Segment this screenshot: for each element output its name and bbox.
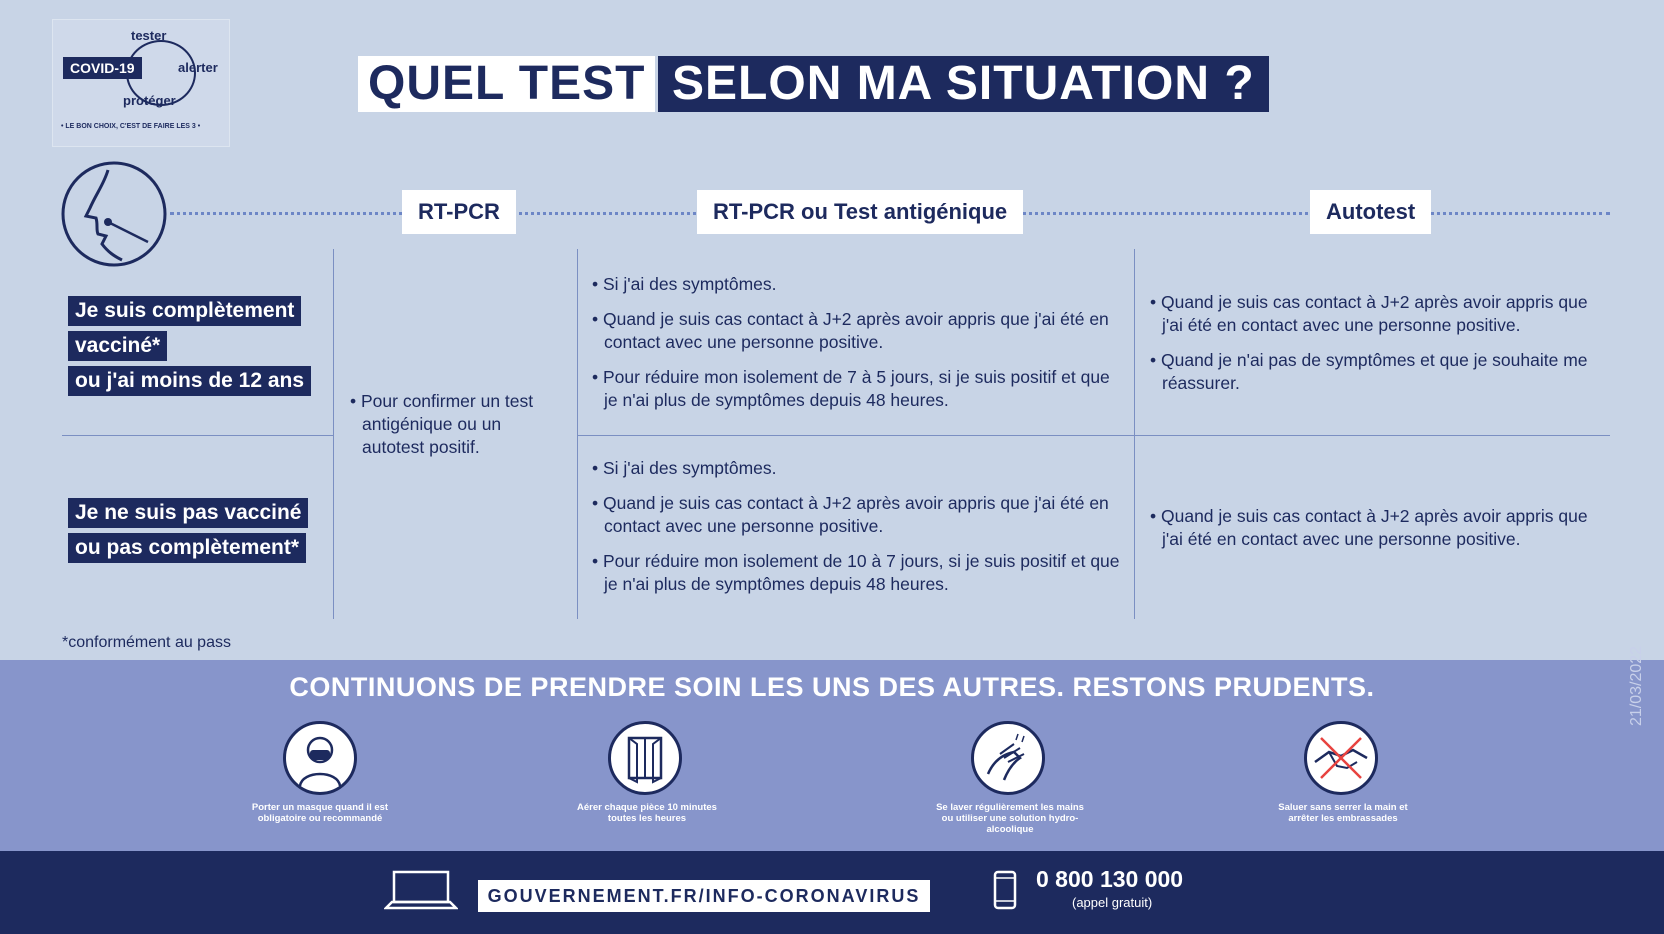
footnote: *conformément au pass <box>62 634 231 651</box>
bullet-item: • Pour réduire mon isolement de 7 à 5 jours, si je suis positif et que je n'ai plus de symptômes depuis 48 heures. <box>592 367 1110 410</box>
not-vaccinated-autotest-cell <box>1150 505 1600 563</box>
mask-icon <box>283 721 357 795</box>
row-label-vaccinated <box>68 296 311 396</box>
bullet-item: • Quand je suis cas contact à J+2 après avoir appris que j'ai été en contact avec une personne positive. <box>592 493 1109 536</box>
vaccinated-rtpcr-antigen-cell <box>592 273 1122 424</box>
column-header-autotest: Autotest <box>1310 190 1431 234</box>
rtpcr-bullet: • Pour confirmer un test antigénique ou un autotest positif. <box>350 391 534 457</box>
divider-vertical-3 <box>1134 249 1135 619</box>
row-label-line: vacciné* <box>68 331 167 361</box>
nasal-swab-icon <box>60 160 168 268</box>
phone-note: (appel gratuit) <box>1072 895 1153 910</box>
logo-alerter: alerter <box>178 60 218 75</box>
bullet-item: • Quand je suis cas contact à J+2 après avoir appris que j'ai été en contact avec une personne positive. <box>1150 506 1588 549</box>
bullet-item: • Pour réduire mon isolement de 10 à 7 jours, si je suis positif et que je n'ai plus de symptômes depuis 48 heures. <box>592 551 1120 594</box>
page-title-part1: QUEL TEST <box>358 56 655 112</box>
info-url-link[interactable]: GOUVERNEMENT.FR/INFO-CORONAVIRUS <box>478 880 930 912</box>
handwash-icon <box>971 721 1045 795</box>
gesture-text-mask: Porter un masque quand il est obligatoire ou recommandé <box>251 802 389 824</box>
column-header-rtpcr-antigen: RT-PCR ou Test antigénique <box>697 190 1023 234</box>
laptop-icon <box>384 868 458 912</box>
not-vaccinated-rtpcr-antigen-cell <box>592 457 1122 608</box>
divider-vertical-1 <box>333 249 334 619</box>
column-header-rtpcr: RT-PCR <box>402 190 516 234</box>
row-label-line: Je ne suis pas vacciné <box>68 498 308 528</box>
window-icon <box>608 721 682 795</box>
row-label-line: ou j'ai moins de 12 ans <box>68 366 311 396</box>
row-label-not-vaccinated <box>68 498 308 563</box>
covid-logo <box>52 19 230 147</box>
phone-number[interactable]: 0 800 130 000 <box>1036 866 1184 892</box>
publication-date: 21/03/2022 <box>1628 645 1645 726</box>
bullet-item: • Quand je n'ai pas de symptômes et que je souhaite me réassurer. <box>1150 350 1588 393</box>
vaccinated-autotest-cell <box>1150 291 1600 407</box>
gesture-text-window: Aérer chaque pièce 10 minutes toutes les heures <box>577 802 717 824</box>
logo-proteger: protéger <box>123 93 176 108</box>
gesture-text-no-handshake: Saluer sans serrer la main et arrêter les embrassades <box>1278 802 1408 824</box>
row-label-line: ou pas complètement* <box>68 533 306 563</box>
bullet-item: • Si j'ai des symptômes. <box>592 274 777 294</box>
bullet-item: • Si j'ai des symptômes. <box>592 458 777 478</box>
page-title-part2: SELON MA SITUATION ? <box>658 56 1269 112</box>
divider-horizontal-left <box>62 435 333 436</box>
banner-title: CONTINUONS DE PRENDRE SOIN LES UNS DES AUTRES. RESTONS PRUDENTS. <box>289 672 1375 702</box>
logo-tagline: • LE BON CHOIX, C'EST DE FAIRE LES 3 • <box>61 123 201 130</box>
bullet-item: • Quand je suis cas contact à J+2 après avoir appris que j'ai été en contact avec une personne positive. <box>592 309 1109 352</box>
gesture-text-handwash: Se laver régulièrement les mains ou utiliser une solution hydro-alcoolique <box>936 802 1084 835</box>
row-label-line: Je suis complètement <box>68 296 301 326</box>
divider-horizontal-right <box>577 435 1610 436</box>
bullet-item: • Quand je suis cas contact à J+2 après avoir appris que j'ai été en contact avec une personne positive. <box>1150 292 1588 335</box>
phone-icon <box>992 870 1018 910</box>
no-handshake-icon <box>1304 721 1378 795</box>
divider-vertical-2 <box>577 249 578 619</box>
logo-covid: COVID-19 <box>63 57 142 79</box>
rtpcr-cell <box>350 390 535 471</box>
logo-tester: tester <box>131 28 167 43</box>
